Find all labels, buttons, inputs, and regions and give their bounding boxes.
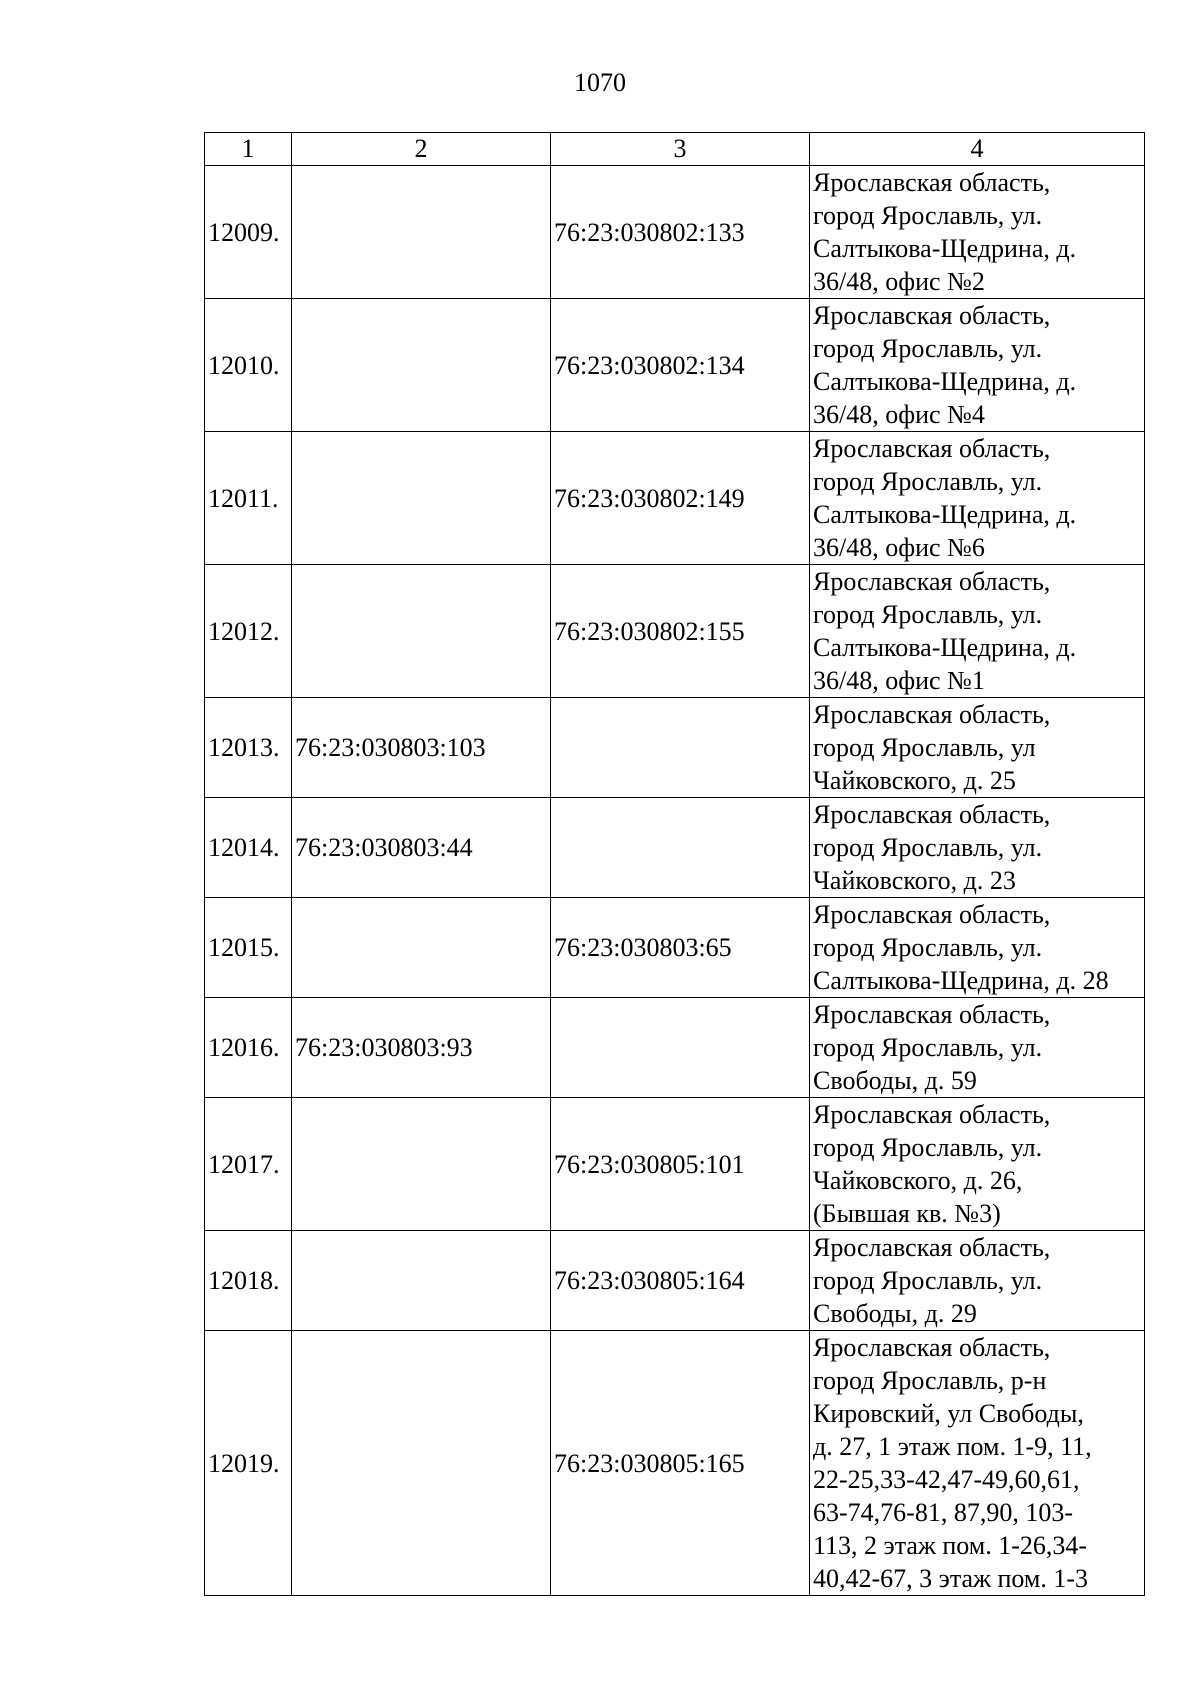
table-row [205, 998, 1145, 1098]
row-number: 12017. [205, 1098, 292, 1231]
cadastral-number-col3: 76:23:030803:65 [551, 898, 810, 998]
table-row [205, 698, 1145, 798]
table-row [205, 798, 1145, 898]
cadastral-number-col3: 76:23:030802:133 [551, 166, 810, 299]
cadastral-number-col2 [292, 1231, 551, 1331]
cadastral-number-col2: 76:23:030803:44 [292, 798, 551, 898]
cadastral-number-col2 [292, 166, 551, 299]
row-number: 12009. [205, 166, 292, 299]
address: Ярославская область, город Ярославль, ул. Свободы, д. 59 [810, 998, 1145, 1098]
address: Ярославская область, город Ярославль, ул Чайковского, д. 25 [810, 698, 1145, 798]
address: Ярославская область, город Ярославль, ул. Салтыкова-Щедрина, д. 36/48, офис №6 [810, 432, 1145, 565]
address: Ярославская область, город Ярославль, ул. Чайковского, д. 23 [810, 798, 1145, 898]
table-row [205, 166, 1145, 299]
row-number: 12019. [205, 1331, 292, 1596]
cadastral-number-col3 [551, 798, 810, 898]
column-header-2: 2 [292, 133, 551, 166]
cadastral-number-col2 [292, 432, 551, 565]
column-header-4: 4 [810, 133, 1145, 166]
cadastral-number-col3 [551, 998, 810, 1098]
cadastral-number-col3: 76:23:030805:164 [551, 1231, 810, 1331]
page-number: 1070 [574, 68, 626, 97]
cadastral-number-col3: 76:23:030802:149 [551, 432, 810, 565]
address: Ярославская область, город Ярославль, ул. Салтыкова-Щедрина, д. 36/48, офис №2 [810, 166, 1145, 299]
cadastral-number-col3: 76:23:030802:134 [551, 299, 810, 432]
row-number: 12016. [205, 998, 292, 1098]
cadastral-number-col3: 76:23:030802:155 [551, 565, 810, 698]
table-row [205, 898, 1145, 998]
row-number: 12018. [205, 1231, 292, 1331]
property-registry-table [204, 132, 1145, 1596]
cadastral-number-col3 [551, 698, 810, 798]
table-row [205, 1098, 1145, 1231]
cadastral-number-col2: 76:23:030803:93 [292, 998, 551, 1098]
table-row [205, 1231, 1145, 1331]
cadastral-number-col2 [292, 1331, 551, 1596]
table-row [205, 432, 1145, 565]
row-number: 12011. [205, 432, 292, 565]
address: Ярославская область, город Ярославль, ул. Свободы, д. 29 [810, 1231, 1145, 1331]
row-number: 12014. [205, 798, 292, 898]
table-header-row [205, 133, 1145, 166]
address: Ярославская область, город Ярославль, р-н Кировский, ул Свободы, д. 27, 1 этаж пом. 1-9, 11, 22-25,33-42,47-49,60,61, 63-74,76-81, 87,90, 103- 113, 2 этаж пом. 1-26,34- 40,42-67, 3 этаж пом. 1-3 [810, 1331, 1145, 1596]
cadastral-number-col2 [292, 299, 551, 432]
table-row [205, 1331, 1145, 1596]
cadastral-number-col2: 76:23:030803:103 [292, 698, 551, 798]
column-header-3: 3 [551, 133, 810, 166]
address: Ярославская область, город Ярославль, ул. Салтыкова-Щедрина, д. 36/48, офис №4 [810, 299, 1145, 432]
column-header-1: 1 [205, 133, 292, 166]
address: Ярославская область, город Ярославль, ул. Чайковского, д. 26, (Бывшая кв. №3) [810, 1098, 1145, 1231]
address: Ярославская область, город Ярославль, ул. Салтыкова-Щедрина, д. 36/48, офис №1 [810, 565, 1145, 698]
cadastral-number-col2 [292, 1098, 551, 1231]
cadastral-number-col2 [292, 898, 551, 998]
cadastral-number-col2 [292, 565, 551, 698]
address: Ярославская область, город Ярославль, ул. Салтыкова-Щедрина, д. 28 [810, 898, 1145, 998]
table-row [205, 299, 1145, 432]
cadastral-number-col3: 76:23:030805:165 [551, 1331, 810, 1596]
row-number: 12013. [205, 698, 292, 798]
row-number: 12010. [205, 299, 292, 432]
table-row [205, 565, 1145, 698]
cadastral-number-col3: 76:23:030805:101 [551, 1098, 810, 1231]
row-number: 12015. [205, 898, 292, 998]
row-number: 12012. [205, 565, 292, 698]
